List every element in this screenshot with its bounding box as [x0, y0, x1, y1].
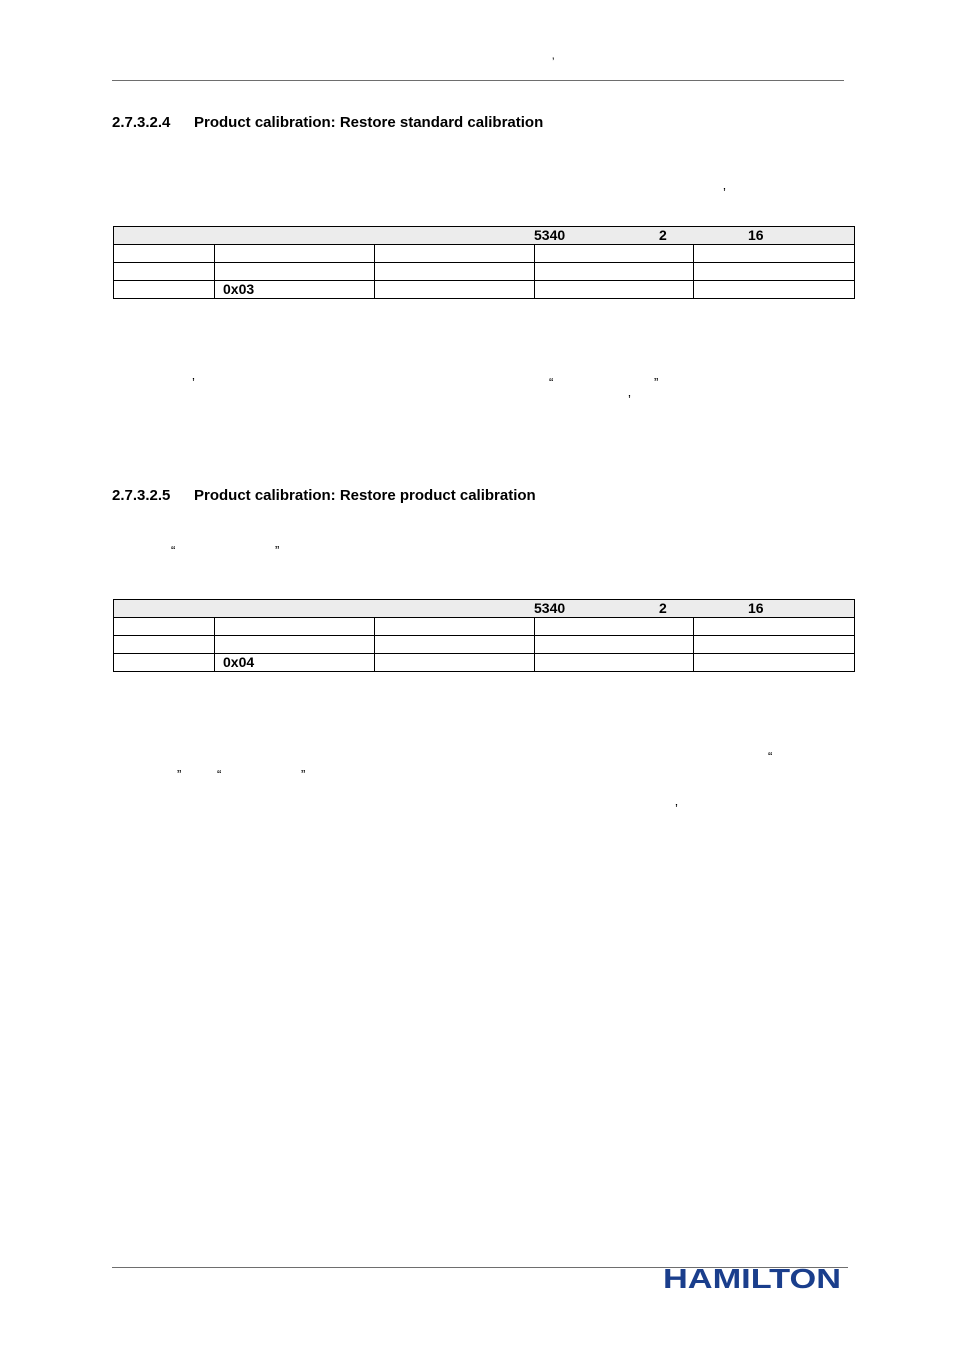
function-code: 16 — [748, 227, 764, 243]
table-row — [114, 618, 855, 636]
table-header-row — [114, 227, 855, 245]
register-address: 5340 — [534, 227, 566, 243]
header-rule — [112, 80, 844, 81]
punct-mark: “ — [171, 543, 176, 558]
logo-text: HAMILTON — [663, 1263, 841, 1293]
section-heading-2-7-3-2-5 — [112, 487, 536, 504]
register-table-2 — [113, 599, 855, 672]
register-count: 2 — [659, 600, 667, 616]
punct-mark: ’ — [675, 801, 678, 816]
header-mark: ’ — [552, 56, 555, 68]
punct-mark: “ — [768, 749, 773, 764]
table-row — [114, 654, 855, 672]
punct-mark: ” — [177, 767, 182, 782]
section-title: Product calibration: Restore standard calibration — [194, 114, 544, 131]
command-value: 0x04 — [215, 654, 375, 672]
punct-mark: ” — [654, 375, 659, 390]
table-header-row — [114, 600, 855, 618]
section-number: 2.7.3.2.5 — [112, 487, 171, 504]
table-row — [114, 263, 855, 281]
table-row — [114, 281, 855, 299]
table-row — [114, 636, 855, 654]
punct-mark: “ — [217, 767, 222, 782]
punct-mark: ’ — [192, 375, 195, 390]
section-title: Product calibration: Restore product calibration — [194, 487, 536, 504]
section-number: 2.7.3.2.4 — [112, 114, 171, 131]
function-code: 16 — [748, 600, 764, 616]
punct-mark: ’ — [723, 185, 726, 200]
hamilton-logo — [663, 1263, 843, 1293]
register-table-1 — [113, 226, 855, 299]
section-heading-2-7-3-2-4 — [112, 114, 543, 131]
punct-mark: “ — [549, 375, 554, 390]
register-address: 5340 — [534, 600, 566, 616]
punct-mark: ” — [275, 543, 280, 558]
punct-mark: ’ — [628, 392, 631, 407]
table-row — [114, 245, 855, 263]
command-value: 0x03 — [215, 281, 375, 299]
register-count: 2 — [659, 227, 667, 243]
punct-mark: ” — [301, 767, 306, 782]
